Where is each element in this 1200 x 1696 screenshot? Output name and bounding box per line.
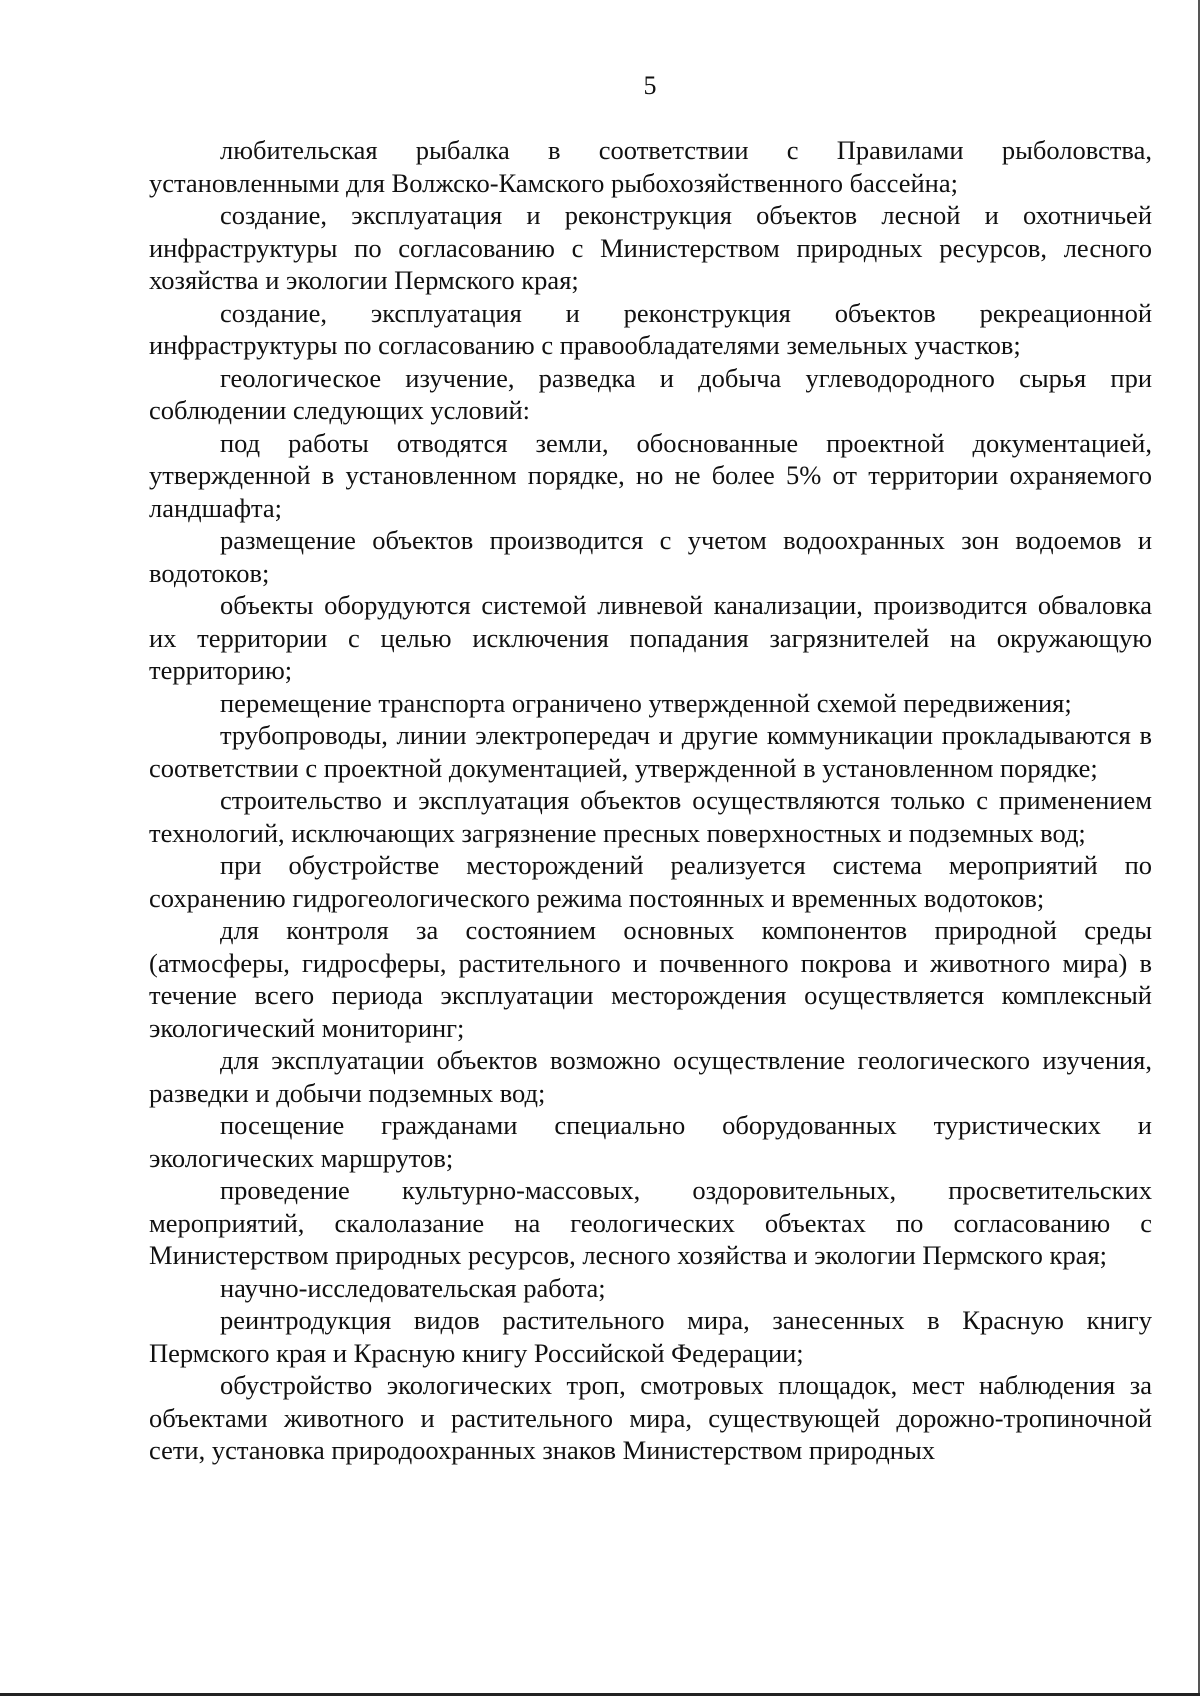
paragraph: под работы отводятся земли, обоснованные проектной документацией, утвержденной в установленном порядке, но не более 5% от территории охраняемого ландшафта;: [149, 427, 1152, 523]
paragraph: размещение объектов производится с учетом водоохранных зон водоемов и водотоков;: [149, 525, 1152, 588]
document-body: [149, 134, 1152, 1467]
paragraph: посещение гражданами специально оборудованных туристических и экологических маршрутов;: [149, 1110, 1152, 1173]
paragraph: любительская рыбалка в соответствии с Правилами рыболовства, установленными для Волжско-Камского рыбохозяйственного бассейна;: [149, 135, 1152, 198]
paragraph: строительство и эксплуатация объектов осуществляются только с применением технологий, исключающих загрязнение пресных поверхностных и подземных вод;: [149, 785, 1152, 848]
paragraph: при обустройстве месторождений реализуется система мероприятий по сохранению гидрогеологического режима постоянных и временных водотоков;: [149, 850, 1152, 913]
paragraph: научно-исследовательская работа;: [220, 1272, 606, 1303]
paragraph: создание, эксплуатация и реконструкция объектов лесной и охотничьей инфраструктуры по согласованию с Министерством природных ресурсов, лесного хозяйства и экологии Пермского края;: [149, 200, 1152, 295]
paragraph: реинтродукция видов растительного мира, занесенных в Красную книгу Пермского края и Красную книгу Российской Федерации;: [149, 1305, 1152, 1368]
paragraph: объекты оборудуются системой ливневой канализации, производится обваловка их территории с целью исключения попадания загрязнителей на окружающую территорию;: [149, 590, 1152, 685]
paragraph: для эксплуатации объектов возможно осуществление геологического изучения, разведки и добычи подземных вод;: [149, 1045, 1152, 1108]
paragraph: для контроля за состоянием основных компонентов природной среды (атмосферы, гидросферы, растительного и почвенного покрова и животного мира) в течение всего периода эксплуатации месторождения осуществляется комплексный экологический мониторинг;: [149, 915, 1152, 1043]
paragraph: создание, эксплуатация и реконструкция объектов рекреационной инфраструктуры по согласованию с правообладателями земельных участков;: [149, 297, 1152, 360]
paragraph: геологическое изучение, разведка и добыча углеводородного сырья при соблюдении следующих условий:: [149, 362, 1152, 425]
paragraph: проведение культурно-массовых, оздоровительных, просветительских мероприятий, скалолазание на геологических объектах по согласованию с Министерством природных ресурсов, лесного хозяйства и экологии Пермского края;: [149, 1175, 1152, 1270]
paragraph: обустройство экологических троп, смотровых площадок, мест наблюдения за объектами животного и растительного мира, существующей дорожно-тропиночной сети, установка природоохранных знаков Министерством природных: [149, 1370, 1152, 1465]
page-number: 5: [643, 71, 657, 100]
paragraph: перемещение транспорта ограничено утвержденной схемой передвижения;: [220, 687, 1072, 718]
paragraph: трубопроводы, линии электропередач и другие коммуникации прокладываются в соответствии с проектной документацией, утвержденной в установленном порядке;: [149, 720, 1152, 783]
